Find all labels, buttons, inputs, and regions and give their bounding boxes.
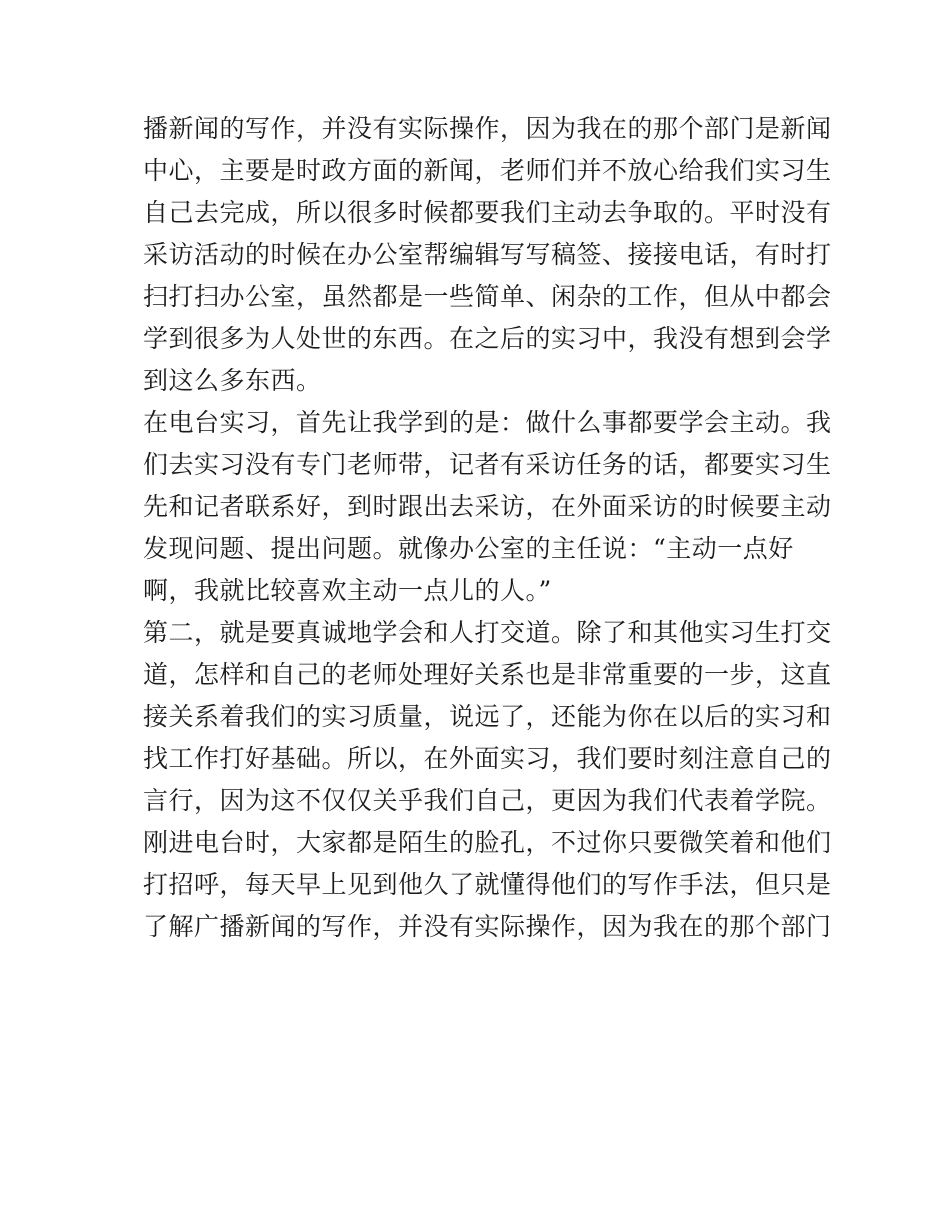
- text-line: 先和记者联系好，到时跟出去采访，在外面采访的时候要主动: [143, 492, 832, 521]
- document-body: [143, 108, 832, 948]
- text-line: 到这么多东西。: [143, 366, 322, 395]
- text-line: 刚进电台时，大家都是陌生的脸孔，不过你只要微笑着和他们: [143, 828, 832, 857]
- text-line: 发现问题、提出问题。就像办公室的主任说：“主动一点好: [143, 534, 794, 563]
- text-line: 采访活动的时候在办公室帮编辑写写稿签、接接电话，有时打: [143, 240, 832, 269]
- text-line: 接关系着我们的实习质量，说远了，还能为你在以后的实习和: [143, 702, 832, 731]
- text-line: 们去实习没有专门老师带，记者有采访任务的话，都要实习生: [143, 450, 832, 479]
- text-line: 找工作打好基础。所以，在外面实习，我们要时刻注意自己的: [143, 744, 832, 773]
- text-line: 播新闻的写作，并没有实际操作，因为我在的那个部门是新闻: [143, 114, 832, 143]
- text-line: 道，怎样和自己的老师处理好关系也是非常重要的一步，这直: [143, 660, 832, 689]
- text-line: 第二，就是要真诚地学会和人打交道。除了和其他实习生打交: [143, 618, 832, 647]
- text-line: 言行，因为这不仅仅关乎我们自己，更因为我们代表着学院。: [143, 786, 832, 815]
- text-line: 打招呼，每天早上见到他久了就懂得他们的写作手法，但只是: [143, 870, 832, 899]
- text-line: 了解广播新闻的写作，并没有实际操作，因为我在的那个部门: [143, 912, 832, 941]
- text-line: 自己去完成，所以很多时候都要我们主动去争取的。平时没有: [143, 198, 832, 227]
- text-line: 在电台实习，首先让我学到的是：做什么事都要学会主动。我: [143, 408, 832, 437]
- text-line: 中心，主要是时政方面的新闻，老师们并不放心给我们实习生: [143, 156, 832, 185]
- text-line: 啊，我就比较喜欢主动一点儿的人。”: [143, 576, 552, 605]
- text-line: 扫打扫办公室，虽然都是一些简单、闲杂的工作，但从中都会: [143, 282, 832, 311]
- text-line: 学到很多为人处世的东西。在之后的实习中，我没有想到会学: [143, 324, 832, 353]
